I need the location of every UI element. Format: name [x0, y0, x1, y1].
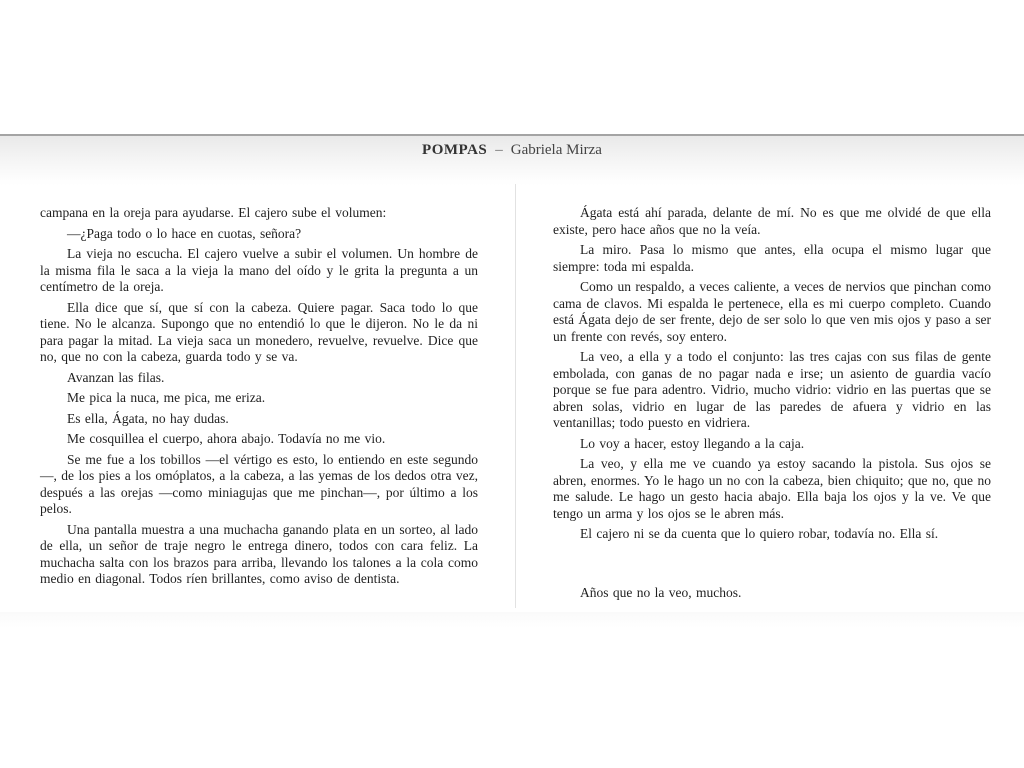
- paragraph: Me pica la nuca, me pica, me eriza.: [67, 390, 266, 405]
- left-page-column: [40, 205, 478, 592]
- page-bottom-edge: [0, 612, 1024, 628]
- book-author: Gabriela Mirza: [510, 142, 602, 158]
- paragraph: Avanzan las filas.: [67, 369, 165, 385]
- paragraph: Lo voy a hacer, estoy llegando a la caja.: [580, 435, 805, 451]
- paragraph: Como un respaldo, a veces caliente, a veces de nervios que pinchan como cama de clavos. Mi espalda le pertenece, ella es mi cuerpo completo. Cuando está Ágata dejo de ser frente, dejo de ser solo lo que ven mis ojos y paso a ser un frente con revés, soy entero.: [553, 279, 991, 344]
- header-title-line: [0, 136, 1024, 159]
- paragraph: Años que no la veo, muchos.: [580, 584, 742, 600]
- paragraph: Se me fue a los tobillos —el vértigo es esto, lo entiendo en este segundo—, de los pies a los omóplatos, a la cabeza, a las yemas de los dedos otra vez, después a las orejas —como miniagujas que me pinchan—, por último a los pelos.: [40, 451, 478, 516]
- paragraph: La vieja no escucha. El cajero vuelve a subir el volumen. Un hombre de la misma fila le saca a la vieja la mano del oído y le grita la pregunta a un centímetro de la oreja.: [40, 246, 478, 294]
- paragraph: La veo, y ella me ve cuando ya estoy sacando la pistola. Sus ojos se abren, enormes. Yo le hago un no con la cabeza, bien chiquito; que no, que no me salude. Le hago un gesto hacia abajo. Ella baja los ojos y la ve. Ve que tengo un arma y los ojos se le abren más.: [553, 456, 991, 521]
- paragraph: El cajero ni se da cuenta que lo quiero robar, todavía no. Ella sí.: [580, 526, 939, 541]
- column-divider: [515, 184, 516, 608]
- paragraph: La veo, a ella y a todo el conjunto: las tres cajas con sus filas de gente embolada, con ganas de no pagar nada e irse; un asiento de guardia vacío porque se fue para adentro. Vidrio, mucho vidrio: vidrio en las puertas que se abren solas, vidrio en lugar de las paredes de afuera y vidrio en las ventanillas; todo puesto en vidriera.: [553, 349, 991, 430]
- paragraph: Es ella, Ágata, no hay dudas.: [67, 410, 229, 426]
- right-page-column: [553, 205, 991, 605]
- paragraph: Ella dice que sí, que sí con la cabeza. Quiere pagar. Saca todo lo que tiene. No le alcanza. Supongo que no entendió lo que le dijeron. No le da ni para pagar la mitad. La vieja saca un monedero, revuelve, revuelve. Dice que no, que no con la cabeza, guarda todo y se va.: [40, 299, 478, 364]
- paragraph: Ágata está ahí parada, delante de mí. No es que me olvidé de que ella existe, pero hace años que no la veía.: [553, 205, 991, 237]
- paragraph: La miro. Pasa lo mismo que antes, ella ocupa el mismo lugar que siempre: toda mi espalda.: [553, 242, 991, 274]
- paragraph: —¿Paga todo o lo hace en cuotas, señora?: [67, 225, 302, 241]
- paragraph: campana en la oreja para ayudarse. El cajero sube el volumen:: [40, 205, 387, 220]
- paragraph: Una pantalla muestra a una muchacha ganando plata en un sorteo, al lado de ella, un señor de traje negro le entrega dinero, todos con cara feliz. La muchacha salta con los brazos para arriba, llevando los talones a la cola como medio en diagonal. Todos ríen brillantes, como aviso de dentista.: [40, 521, 478, 586]
- reader-header: [0, 134, 1024, 186]
- title-author-separator: –: [495, 142, 503, 158]
- book-title: POMPAS: [422, 142, 488, 158]
- paragraph: Me cosquillea el cuerpo, ahora abajo. Todavía no me vio.: [67, 431, 386, 446]
